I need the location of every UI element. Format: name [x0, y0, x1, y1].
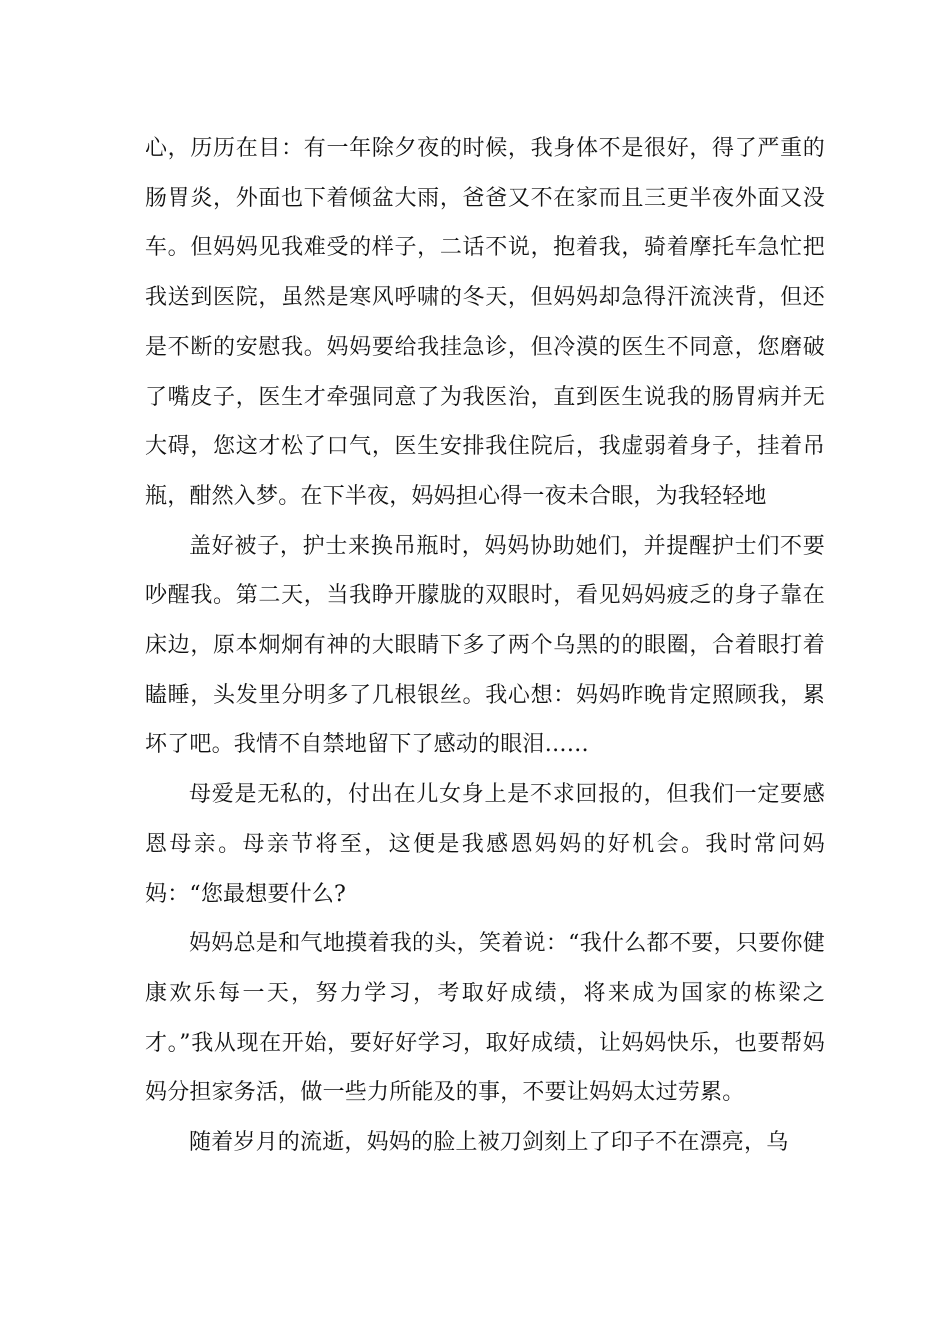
paragraph-5: 随着岁月的流逝，妈妈的脸上被刀剑刻上了印子不在漂亮，乌: [189, 1130, 789, 1156]
paragraph-3: 母爱是无私的，付出在儿女身上是不求回报的，但我们一定要感恩母亲。母亲节将至，这便是我感恩妈妈的好机会。我时常问妈妈：“您最想要什么?: [145, 782, 825, 907]
paragraph-2: 盖好被子，护士来换吊瓶时，妈妈协助她们，并提醒护士们不要吵醒我。第二天，当我睁开朦胧的双眼时，看见妈妈疲乏的身子靠在床边，原本炯炯有神的大眼睛下多了两个乌黑的的眼圈，合着眼打着瞌睡，头发里分明多了几根银丝。我心想：妈妈昨晚肯定照顾我，累坏了吧。我情不自禁地留下了感动的眼泪……: [145, 533, 825, 758]
paragraph-1: 心，历历在目：有一年除夕夜的时候，我身体不是很好，得了严重的肠胃炎，外面也下着倾盆大雨，爸爸又不在家而且三更半夜外面又没车。但妈妈见我难受的样子，二话不说，抱着我，骑着摩托车急忙把我送到医院，虽然是寒风呼啸的冬天，但妈妈却急得汗流浃背，但还是不断的安慰我。妈妈要给我挂急诊，但冷漠的医生不同意，您磨破了嘴皮子，医生才牵强同意了为我医治，直到医生说我的肠胃病并无大碍，您这才松了口气，医生安排我住院后，我虚弱着身子，挂着吊瓶，酣然入梦。在下半夜，妈妈担心得一夜未合眼，为我轻轻地: [145, 136, 825, 509]
document-page: [145, 124, 825, 1168]
paragraph-4: 妈妈总是和气地摸着我的头，笑着说：“我什么都不要，只要你健康欢乐每一天，努力学习，考取好成绩，将来成为国家的栋梁之才。”我从现在开始，要好好学习，取好成绩，让妈妈快乐，也要帮妈妈分担家务活，做一些力所能及的事，不要让妈妈太过劳累。: [145, 931, 825, 1106]
